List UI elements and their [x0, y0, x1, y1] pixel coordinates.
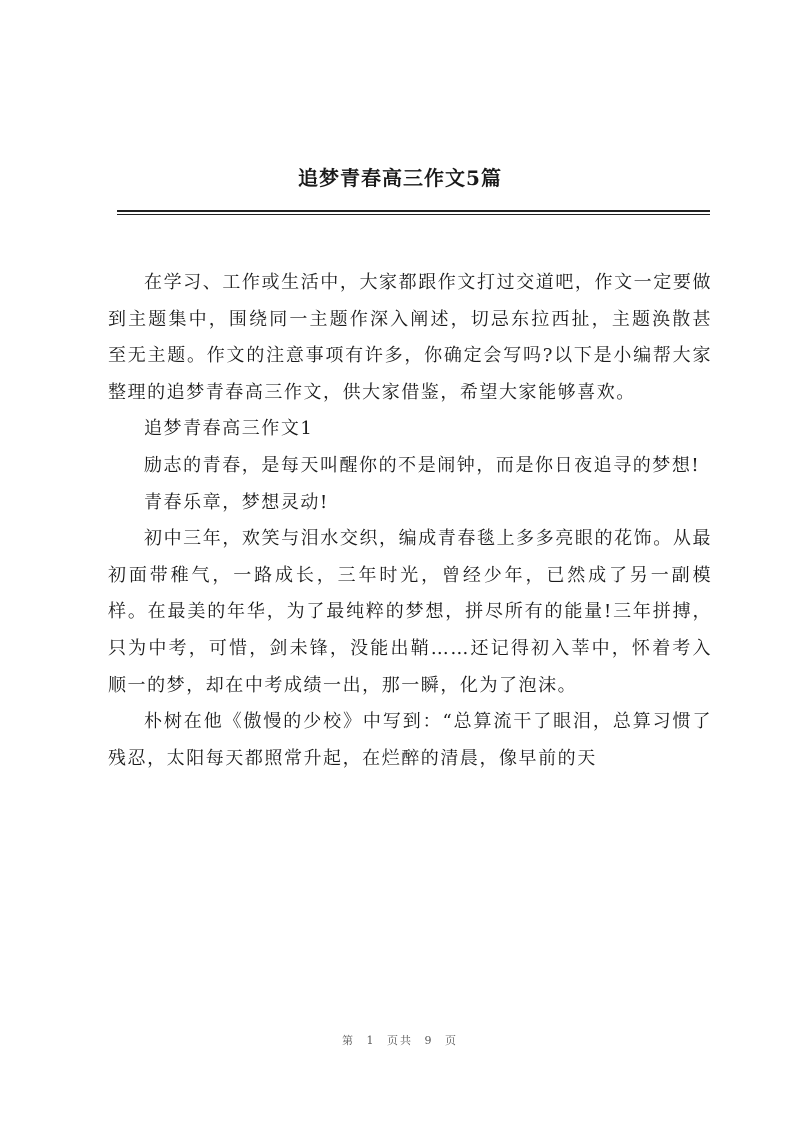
document-title: 追梦青春高三作文5篇: [298, 166, 502, 190]
intro-paragraph: 在学习、工作或生活中，大家都跟作文打过交道吧，作文一定要做到主题集中，围绕同一主题作深入阐述，切忌东拉西扯，主题涣散甚至无主题。作文的注意事项有许多，你确定会写吗?以下是小编帮大家整理的追梦青春高三作文，供大家借鉴，希望大家能够喜欢。: [108, 272, 712, 403]
body-paragraph: 励志的青春，是每天叫醒你的不是闹钟，而是你日夜追寻的梦想!: [144, 454, 701, 476]
body-paragraph: 朴树在他《傲慢的少校》中写到：“总算流干了眼泪，总算习惯了残忍，太阳每天都照常升起，在烂醉的清晨，像早前的天: [108, 711, 712, 769]
page-number-footer: 第 1 页共 9 页: [342, 1034, 458, 1047]
body-paragraph: 青春乐章，梦想灵动!: [144, 491, 329, 513]
title-underline-thick: [117, 210, 710, 212]
essay-heading: 追梦青春高三作文1: [144, 418, 314, 440]
title-underline-thin: [117, 214, 710, 215]
body-paragraph: 初中三年，欢笑与泪水交织，编成青春毯上多多亮眼的花饰。从最初面带稚气，一路成长，三年时光，曾经少年，已然成了另一副模样。在最美的年华，为了最纯粹的梦想，拼尽所有的能量!三年拼搏，只为中考，可惜，剑未锋，没能出鞘……还记得初入莘中，怀着考入顺一的梦，却在中考成绩一出，那一瞬，化为了泡沫。: [108, 528, 712, 696]
document-body: [108, 265, 712, 777]
